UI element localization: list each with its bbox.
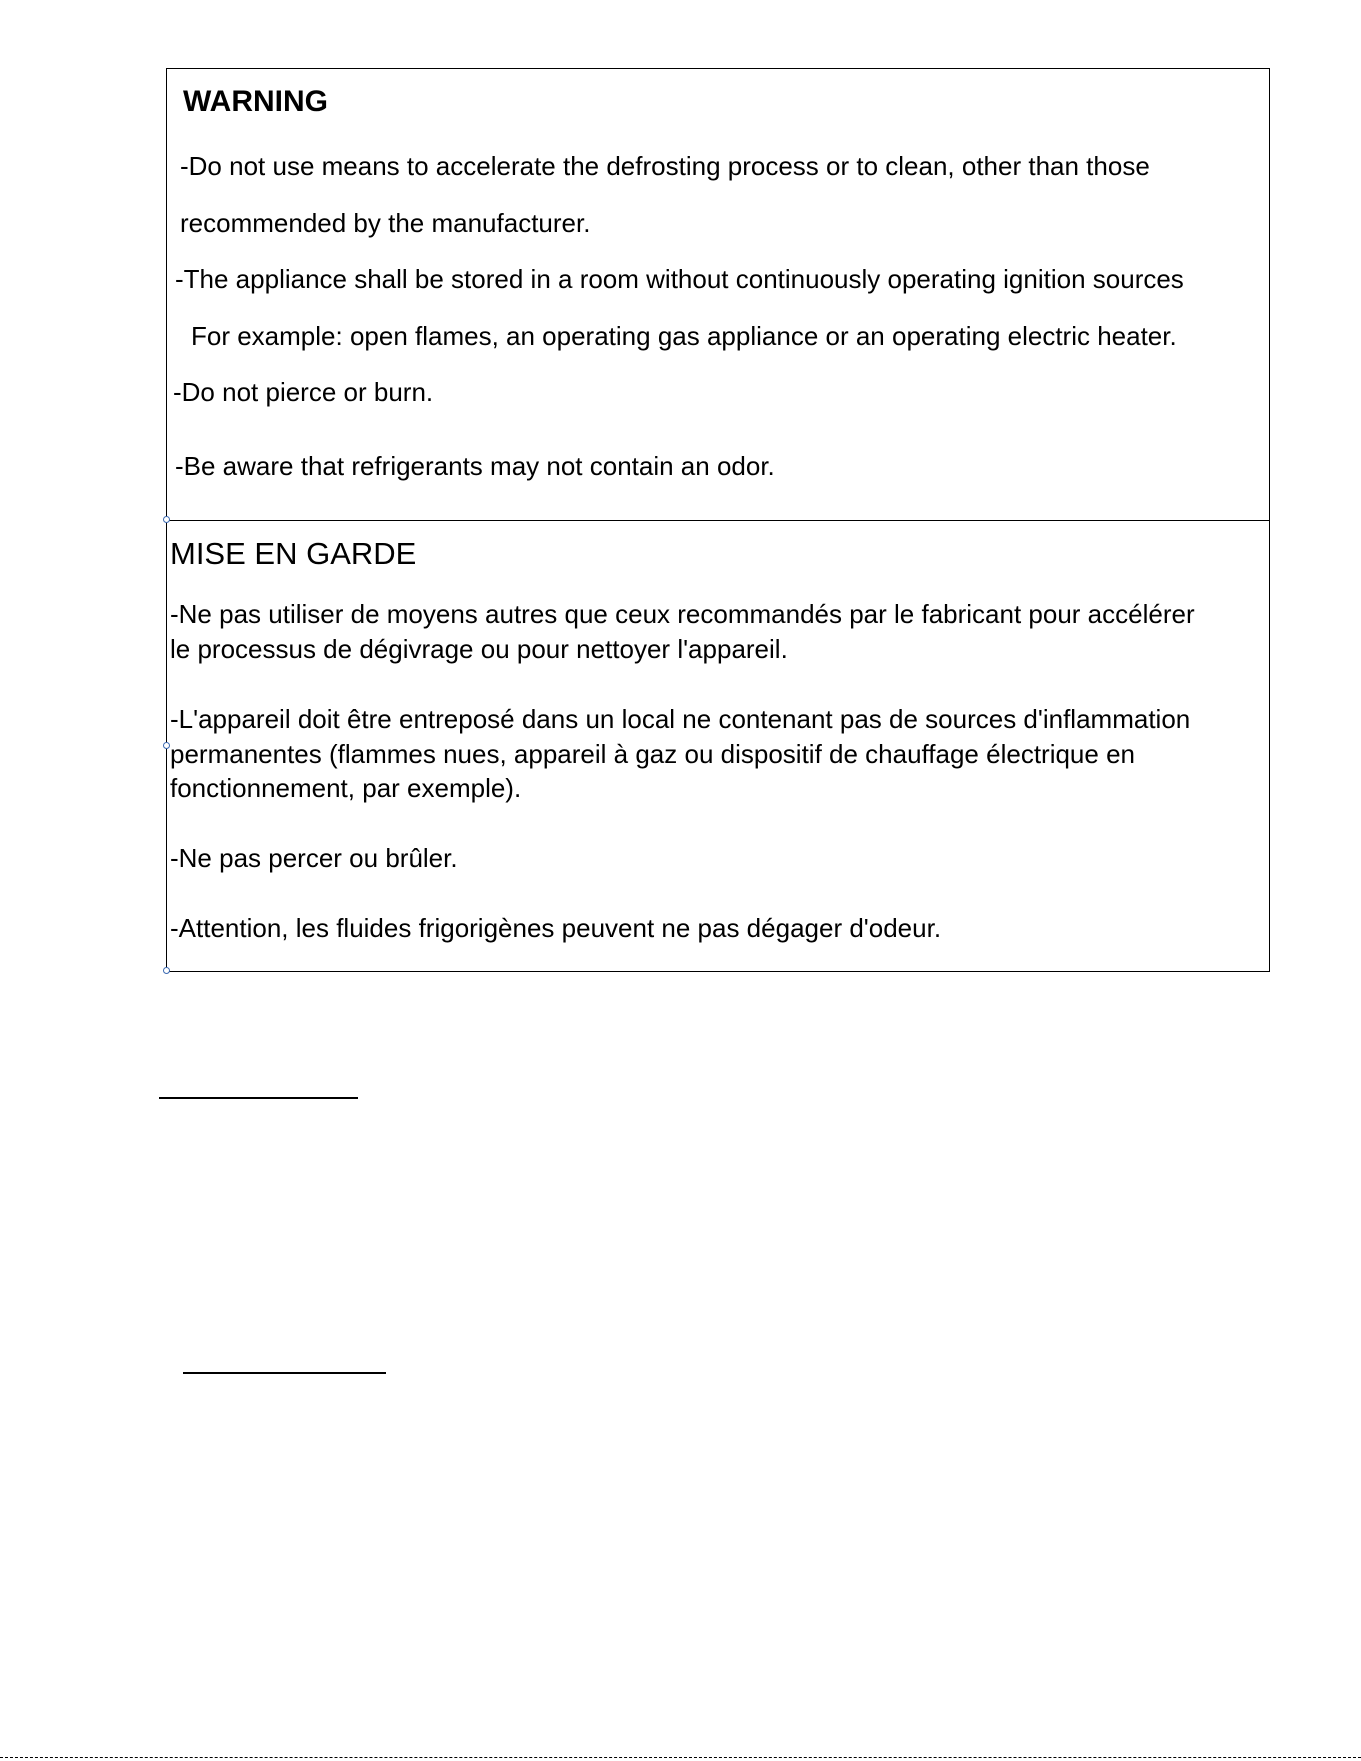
warning-label-box (166, 68, 1270, 972)
mise-en-garde-title: MISE EN GARDE (170, 536, 417, 571)
warning-line-2: recommended by the manufacturer. (180, 208, 591, 238)
warning-line-6: -Be aware that refrigerants may not contain an odor. (175, 451, 775, 481)
selection-handle[interactable] (163, 742, 170, 749)
warning-line-3: -The appliance shall be stored in a room without continuously operating ignition sources (175, 264, 1184, 294)
selection-handle[interactable] (163, 967, 170, 974)
mise-en-garde-line-7: -Attention, les fluides frigorigènes peuvent ne pas dégager d'odeur. (170, 913, 942, 943)
warning-line-5: -Do not pierce or burn. (173, 377, 434, 407)
section-divider (167, 520, 1269, 521)
blank-line-rule (183, 1372, 386, 1374)
warning-line-4: For example: open flames, an operating gas appliance or an operating electric heater. (191, 321, 1177, 351)
warning-title: WARNING (183, 85, 328, 118)
mise-en-garde-line-4: permanentes (flammes nues, appareil à gaz ou dispositif de chauffage électrique en (170, 739, 1135, 769)
selection-handle[interactable] (163, 516, 170, 523)
warning-line-1: -Do not use means to accelerate the defrosting process or to clean, other than those (180, 151, 1150, 181)
page-bottom-edge (0, 1757, 1361, 1758)
mise-en-garde-line-6: -Ne pas percer ou brûler. (170, 843, 458, 873)
mise-en-garde-line-2: le processus de dégivrage ou pour nettoyer l'appareil. (170, 634, 788, 664)
mise-en-garde-line-3: -L'appareil doit être entreposé dans un local ne contenant pas de sources d'inflammation (170, 704, 1191, 734)
mise-en-garde-line-5: fonctionnement, par exemple). (170, 773, 522, 803)
blank-line-rule (159, 1097, 358, 1099)
mise-en-garde-line-1: -Ne pas utiliser de moyens autres que ceux recommandés par le fabricant pour accélérer (170, 599, 1195, 629)
